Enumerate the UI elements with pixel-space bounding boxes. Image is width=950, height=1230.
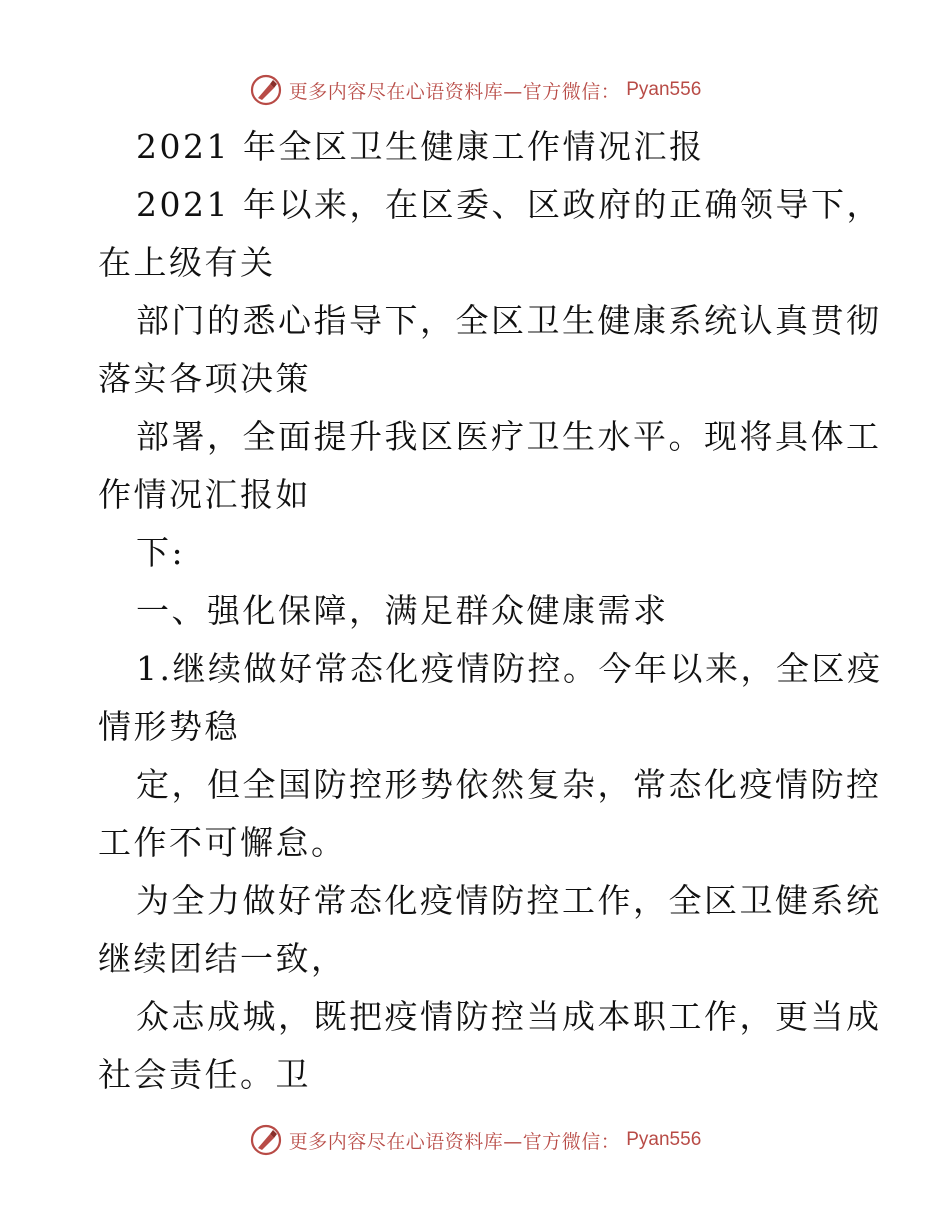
- paragraph-line: 工作不可懈怠。: [98, 823, 347, 862]
- pen-logo-icon: [249, 73, 283, 107]
- paragraph-line: 部署，全面提升我区医疗卫生水平。现将具体工: [136, 417, 882, 456]
- header-banner: [0, 70, 950, 110]
- paragraph-line: 社会责任。卫: [98, 1055, 311, 1094]
- document-body: [98, 118, 883, 1104]
- paragraph-line: 定，但全国防控形势依然复杂，常态化疫情防控: [136, 765, 882, 804]
- section-heading: 一、强化保障，满足群众健康需求: [136, 591, 669, 630]
- paragraph-line: 众志成城，既把疫情防控当成本职工作，更当成: [136, 997, 882, 1036]
- pen-logo-icon: [249, 1123, 283, 1157]
- banner-text: 更多内容尽在心语资料库—官方微信：: [288, 80, 621, 103]
- paragraph-line: 2021 年以来，在区委、区政府的正确领导下，: [136, 185, 882, 224]
- paragraph-line: 情形势稳: [98, 707, 240, 746]
- paragraph-line: 作情况汇报如: [98, 475, 311, 514]
- paragraph-line: 1.继续做好常态化疫情防控。今年以来，全区疫: [136, 649, 883, 688]
- paragraph-line: 继续团结一致，: [98, 939, 347, 978]
- paragraph-line: 在上级有关: [98, 243, 276, 282]
- footer-banner: [0, 1120, 950, 1160]
- document-title: 2021 年全区卫生健康工作情况汇报: [136, 127, 705, 166]
- banner-wechat-id: Pyan556: [626, 79, 702, 100]
- paragraph-line: 为全力做好常态化疫情防控工作，全区卫健系统: [136, 881, 882, 920]
- banner-wechat-id: Pyan556: [626, 1129, 702, 1150]
- paragraph-line: 落实各项决策: [98, 359, 311, 398]
- banner-text: 更多内容尽在心语资料库—官方微信：: [288, 1130, 621, 1153]
- paragraph-line: 下:: [136, 533, 186, 572]
- paragraph-line: 部门的悉心指导下，全区卫生健康系统认真贯彻: [136, 301, 882, 340]
